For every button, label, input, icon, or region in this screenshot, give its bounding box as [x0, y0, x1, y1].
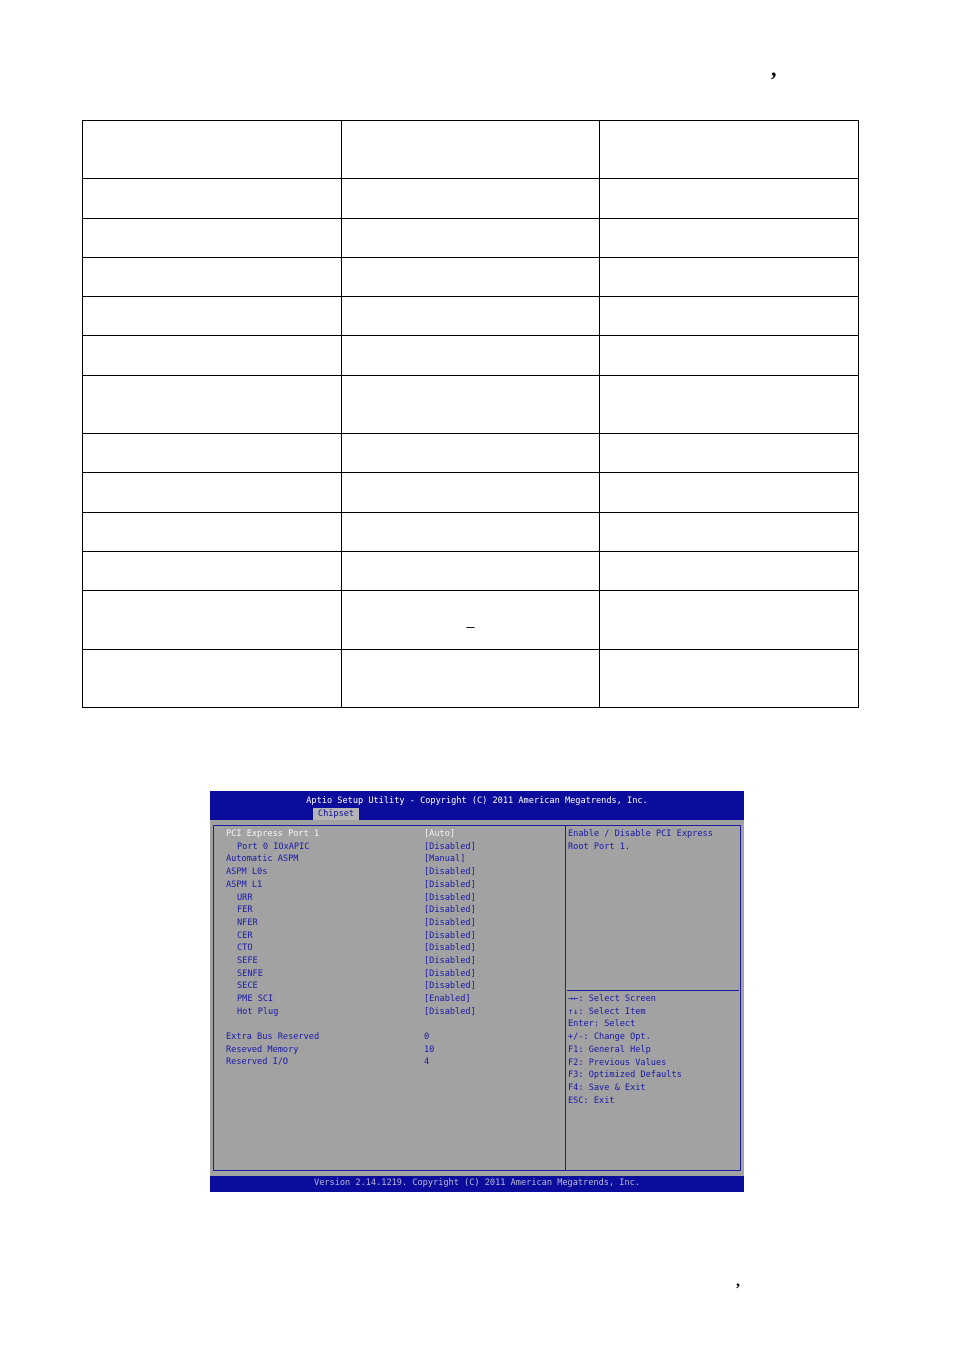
bios-option[interactable]: [210, 1006, 560, 1018]
key-help: F3: Optimized Defaults: [568, 1070, 682, 1081]
option-value: [Enabled]: [424, 994, 471, 1005]
option-value: [Disabled]: [424, 917, 476, 928]
bios-option[interactable]: [210, 866, 560, 878]
bios-option[interactable]: [210, 930, 560, 942]
help-text: Root Port 1.: [568, 841, 631, 852]
bios-option[interactable]: [210, 879, 560, 891]
help-divider: [567, 990, 739, 991]
option-value: 4: [424, 1057, 430, 1068]
bios-option[interactable]: [210, 968, 560, 980]
option-label: ASPM L1: [226, 879, 263, 890]
bios-title: Aptio Setup Utility - Copyright (C) 2011 American Megatrends, Inc.: [306, 796, 648, 806]
option-label: Port 0 IOxAPIC: [237, 841, 310, 852]
table-row: [83, 434, 859, 473]
settings-table: [82, 120, 859, 708]
bios-option[interactable]: [210, 980, 560, 992]
table-cell: [83, 375, 342, 433]
option-value: [Disabled]: [424, 841, 476, 852]
option-label: SENFE: [237, 968, 263, 979]
option-value: [Auto]: [424, 829, 456, 839]
table-row: [83, 336, 859, 375]
option-label: Reserved I/O: [226, 1057, 289, 1068]
table-cell: [341, 218, 600, 257]
table-cell: [341, 473, 600, 512]
table-cell: [341, 375, 600, 433]
table-row: [83, 551, 859, 590]
option-value: [Disabled]: [424, 867, 476, 878]
table-cell: [83, 121, 342, 179]
key-help: →←: Select Screen: [568, 994, 656, 1004]
table-cell: [83, 473, 342, 512]
option-label: NFER: [237, 917, 258, 928]
key-help: ESC: Exit: [568, 1095, 615, 1106]
comma-mark: ,: [736, 1273, 740, 1290]
bios-footer: Version 2.14.1219. Copyright (C) 2011 American Megatrends, Inc.: [314, 1178, 640, 1188]
option-value: [Disabled]: [424, 892, 476, 903]
table-cell: [600, 179, 859, 218]
table-cell: [83, 257, 342, 296]
option-label: Extra Bus Reserved: [226, 1032, 320, 1042]
option-label: ASPM L0s: [226, 867, 268, 878]
key-help: +/-: Change Opt.: [568, 1032, 651, 1043]
option-label: SECE: [237, 981, 258, 992]
key-help: F2: Previous Values: [568, 1057, 667, 1068]
bios-option[interactable]: [210, 955, 560, 967]
table-cell: [341, 257, 600, 296]
table-row: [83, 179, 859, 218]
option-value: [Disabled]: [424, 905, 476, 916]
bios-option[interactable]: [210, 892, 560, 904]
bios-option[interactable]: [210, 917, 560, 929]
option-label: PME SCI: [237, 994, 274, 1005]
table-cell: [600, 591, 859, 649]
table-cell: [600, 218, 859, 257]
table-row: [83, 649, 859, 707]
option-value: 10: [424, 1044, 435, 1055]
option-label: CTO: [237, 943, 253, 954]
bios-option[interactable]: [210, 942, 560, 954]
option-label: SEFE: [237, 956, 258, 966]
table-cell: [83, 297, 342, 336]
table-cell: [600, 336, 859, 375]
key-help: F1: General Help: [568, 1044, 651, 1055]
bios-option[interactable]: [210, 828, 560, 840]
table-cell: [600, 649, 859, 707]
comma-mark: ,: [771, 56, 777, 81]
option-label: Hot Plug: [237, 1006, 279, 1017]
option-value: [Disabled]: [424, 930, 476, 941]
table-cell: [83, 434, 342, 473]
bios-option[interactable]: [210, 1031, 560, 1043]
panel-divider: [565, 825, 566, 1170]
table-cell: [600, 297, 859, 336]
table-cell: [341, 297, 600, 336]
table-cell: [83, 551, 342, 590]
table-row: [83, 512, 859, 551]
table-cell: [83, 218, 342, 257]
table-cell: [83, 179, 342, 218]
option-label: PCI Express Port 1: [226, 829, 320, 839]
table-row: [83, 591, 859, 649]
table-cell: [341, 591, 600, 649]
table-cell: [83, 591, 342, 649]
option-value: [Disabled]: [424, 968, 476, 979]
table-row: [83, 473, 859, 512]
bios-screenshot: [210, 791, 744, 1192]
table-cell: [83, 649, 342, 707]
table-cell: [600, 434, 859, 473]
key-help: ↑↓: Select Item: [568, 1006, 646, 1017]
option-label: CER: [237, 930, 253, 941]
option-label: URR: [237, 892, 253, 903]
table-cell: [83, 336, 342, 375]
table-cell: [600, 512, 859, 551]
dash-mark: _: [466, 611, 475, 628]
option-label: Automatic ASPM: [226, 854, 299, 865]
bios-body: [210, 820, 744, 1176]
option-value: [Disabled]: [424, 981, 476, 992]
table-cell: [83, 512, 342, 551]
option-value: [Disabled]: [424, 943, 476, 954]
bios-option[interactable]: [210, 841, 560, 853]
option-value: [Disabled]: [424, 879, 476, 890]
bios-option[interactable]: [210, 1044, 560, 1056]
table-cell: [341, 649, 600, 707]
table-cell: [341, 512, 600, 551]
help-text: Enable / Disable PCI Express: [568, 829, 713, 839]
bios-option[interactable]: [210, 993, 560, 1005]
table-row: [83, 121, 859, 179]
table-row: [83, 297, 859, 336]
option-value: [Disabled]: [424, 1006, 476, 1017]
option-label: FER: [237, 905, 253, 916]
table-cell: [600, 257, 859, 296]
table-cell: [600, 473, 859, 512]
option-value: [Manual]: [424, 854, 466, 865]
tab-chipset[interactable]: Chipset: [313, 808, 359, 820]
table-cell: [600, 121, 859, 179]
key-help: F4: Save & Exit: [568, 1082, 646, 1093]
table-cell: [341, 551, 600, 590]
option-value: 0: [424, 1032, 430, 1042]
key-help: Enter: Select: [568, 1019, 636, 1030]
table-cell: [341, 434, 600, 473]
table-row: [83, 218, 859, 257]
option-label: Reseved Memory: [226, 1044, 299, 1055]
option-value: [Disabled]: [424, 956, 476, 966]
table-cell: [600, 551, 859, 590]
table-cell: [341, 179, 600, 218]
bios-option[interactable]: [210, 853, 560, 865]
table-row: [83, 257, 859, 296]
table-cell: [341, 121, 600, 179]
table-row: [83, 375, 859, 433]
table-cell: [341, 336, 600, 375]
table-cell: [600, 375, 859, 433]
bios-option[interactable]: [210, 904, 560, 916]
bios-option[interactable]: [210, 1056, 560, 1068]
